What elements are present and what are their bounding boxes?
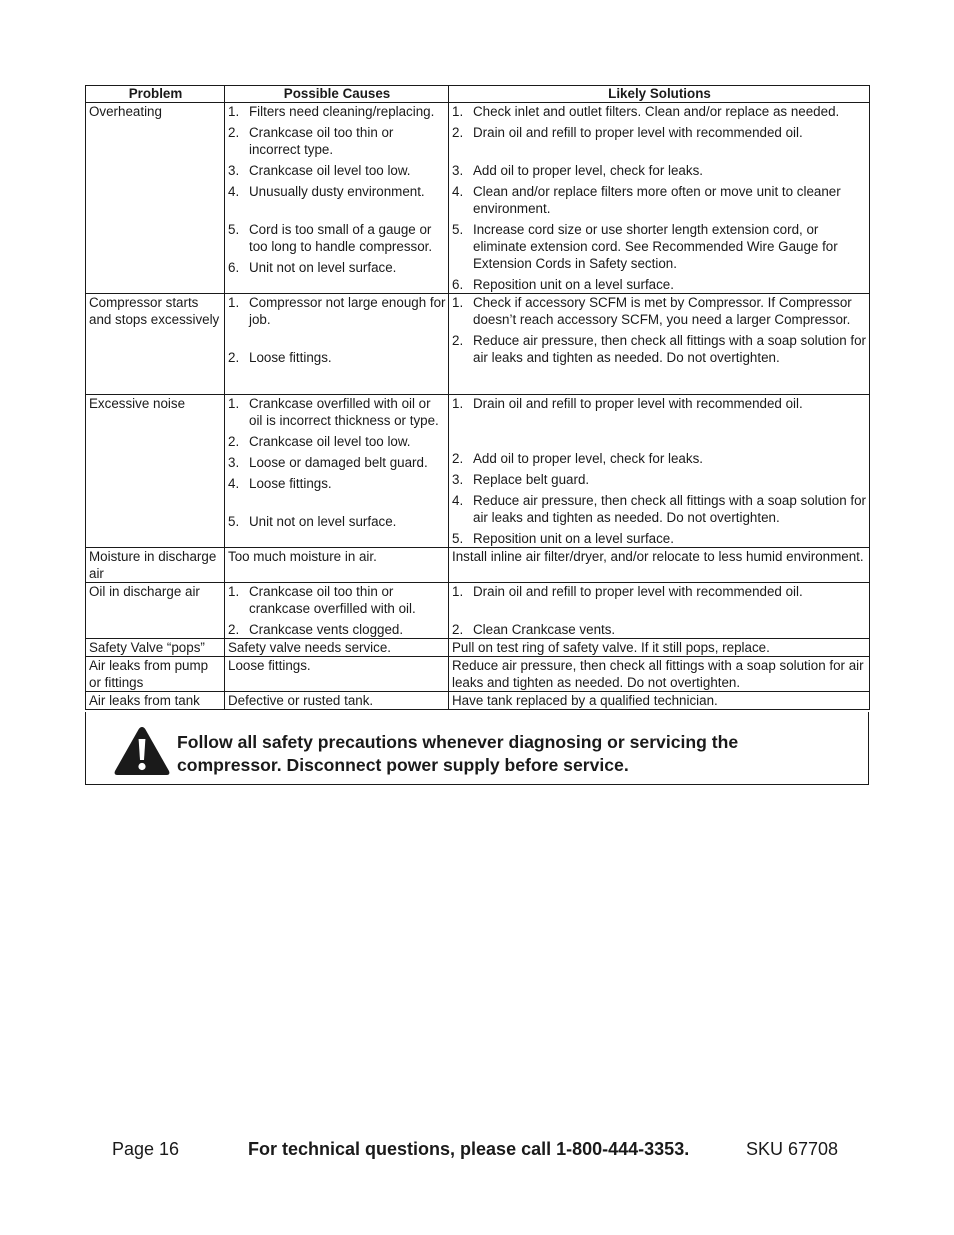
table-row [86,639,870,657]
solution-item-text: Drain oil and refill to proper level with recommended oil. [473,584,803,599]
solution-item-number: 1. [452,396,464,411]
solution-item [452,276,867,293]
solution-item-text: Clean and/or replace filters more often or move unit to cleaner environment. [473,184,841,216]
problem-cell: Air leaks from tank [86,692,225,710]
solution-item-text: Drain oil and refill to proper level with recommended oil. [473,125,803,140]
cause-item-number: 3. [228,455,240,470]
solution-item [452,332,867,366]
cause-item [228,583,446,617]
cause-item-text: Unit not on level surface. [249,514,397,529]
cause-item [228,433,446,450]
solution-item-text: Check if accessory SCFM is met by Compressor. If Compressor doesn’t reach accessory SCFM, you need a larger Compressor. [473,295,852,327]
table-row [86,692,870,710]
cause-item-number: 2. [228,350,240,365]
cause-item-number: 2. [228,434,240,449]
solutions-cell [449,395,870,548]
problem-cell: Air leaks from pump or fittings [86,657,225,692]
cause-item-text: Unusually dusty environment. [249,184,425,199]
cause-item [228,259,446,276]
cause-item-number: 2. [228,125,240,140]
cause-item-number: 5. [228,514,240,529]
solution-item-text: Clean Crankcase vents. [473,622,616,637]
solutions-list [452,583,867,638]
warning-message [177,731,857,777]
cause-item [228,221,446,255]
solution-item-text: Reduce air pressure, then check all fittings with a soap solution for air leaks and tighten as needed. Do not overtighten. [473,493,866,525]
cause-item [228,103,446,120]
solution-item-text: Reduce air pressure, then check all fittings with a soap solution for air leaks and tighten as needed. Do not overtighten. [473,333,866,365]
cause-item-text: Filters need cleaning/replacing. [249,104,435,119]
header-likely-solutions: Likely Solutions [449,86,870,103]
cause-item-number: 1. [228,584,240,599]
troubleshooting-table [85,85,870,710]
solution-item [452,471,867,488]
solutions-cell: Have tank replaced by a qualified technician. [449,692,870,710]
solution-item-text: Add oil to proper level, check for leaks. [473,451,703,466]
table-header-row [86,86,870,103]
cause-item-number: 1. [228,104,240,119]
causes-list [228,103,446,276]
cause-item [228,621,446,638]
safety-warning-box [85,712,869,785]
solutions-list [452,294,867,366]
solution-item [452,162,867,179]
cause-item [228,183,446,200]
causes-cell [225,294,449,395]
solution-item-text: Reposition unit on a level surface. [473,531,674,546]
solution-item-number: 2. [452,622,464,637]
cause-item-text: Loose or damaged belt guard. [249,455,428,470]
cause-item-number: 4. [228,476,240,491]
table-row [86,548,870,583]
solution-item [452,492,867,526]
cause-item-text: Cord is too small of a gauge or too long to handle compressor. [249,222,433,254]
solutions-cell [449,294,870,395]
cause-item-number: 3. [228,163,240,178]
problem-cell: Oil in discharge air [86,583,225,639]
solution-item [452,103,867,120]
solution-item-text: Replace belt guard. [473,472,590,487]
cause-item-number: 1. [228,396,240,411]
solutions-cell: Install inline air filter/dryer, and/or relocate to less humid environment. [449,548,870,583]
causes-list [228,294,446,366]
solution-item-number: 2. [452,125,464,140]
table-row [86,583,870,639]
table-row [86,657,870,692]
cause-item [228,475,446,492]
cause-item-number: 2. [228,622,240,637]
warning-line-1: Follow all safety precautions whenever diagnosing or servicing the [177,732,739,752]
causes-cell [225,395,449,548]
sku-number: SKU 67708 [746,1139,839,1159]
causes-list [228,395,446,530]
cause-item-text: Compressor not large enough for job. [249,295,446,327]
table-row [86,103,870,294]
warning-line-2: compressor. Disconnect power supply before service. [177,755,629,775]
cause-item-number: 4. [228,184,240,199]
cause-item-text: Loose fittings. [249,350,332,365]
cause-item [228,454,446,471]
solution-item-text: Check inlet and outlet filters. Clean and/or replace as needed. [473,104,840,119]
cause-item-text: Crankcase oil level too low. [249,163,411,178]
cause-item-text: Crankcase oil too thin or crankcase overfilled with oil. [249,584,416,616]
problem-cell: Moisture in discharge air [86,548,225,583]
cause-item [228,124,446,158]
cause-item [228,349,446,366]
solution-item-number: 4. [452,493,464,508]
cause-item-text: Loose fittings. [249,476,332,491]
causes-cell: Too much moisture in air. [225,548,449,583]
cause-item-text: Crankcase oil level too low. [249,434,411,449]
solution-item-text: Drain oil and refill to proper level with recommended oil. [473,396,803,411]
cause-item-number: 1. [228,295,240,310]
cause-item-text: Unit not on level surface. [249,260,397,275]
solution-item [452,124,867,141]
solution-item-text: Add oil to proper level, check for leaks. [473,163,703,178]
solution-item [452,221,867,272]
solution-item-number: 1. [452,295,464,310]
cause-item-number: 5. [228,222,240,237]
solution-item [452,395,867,412]
solution-item-number: 6. [452,277,464,292]
solutions-list [452,395,867,547]
solution-item-text: Increase cord size or use shorter length extension cord, or eliminate extension cord. See Recommended Wire Gauge for Extension Cords in Safety section. [473,222,838,271]
solution-item [452,621,867,638]
solution-item-text: Reposition unit on a level surface. [473,277,674,292]
solution-item-number: 4. [452,184,464,199]
problem-cell: Excessive noise [86,395,225,548]
solution-item-number: 3. [452,163,464,178]
solution-item [452,294,867,328]
solution-item-number: 1. [452,104,464,119]
cause-item-number: 6. [228,260,240,275]
table-row [86,395,870,548]
solution-item [452,583,867,600]
solution-item-number: 3. [452,472,464,487]
cause-item [228,294,446,328]
causes-cell [225,583,449,639]
solution-item [452,530,867,547]
solutions-cell: Pull on test ring of safety valve. If it still pops, replace. [449,639,870,657]
solutions-cell [449,583,870,639]
cause-item [228,513,446,530]
header-possible-causes: Possible Causes [225,86,449,103]
solutions-cell [449,103,870,294]
problem-cell: Compressor starts and stops excessively [86,294,225,395]
solution-item-number: 2. [452,333,464,348]
page-number: Page 16 [112,1139,180,1159]
problem-cell: Overheating [86,103,225,294]
causes-cell [225,103,449,294]
warning-triangle-icon [113,725,171,777]
solutions-cell: Reduce air pressure, then check all fittings with a soap solution for air leaks and tighten as needed. Do not overtighten. [449,657,870,692]
causes-cell: Loose fittings. [225,657,449,692]
cause-item [228,162,446,179]
causes-cell: Defective or rusted tank. [225,692,449,710]
cause-item-text: Crankcase vents clogged. [249,622,404,637]
cause-item-text: Crankcase overfilled with oil or oil is incorrect thickness or type. [249,396,439,428]
solution-item [452,450,867,467]
solution-item-number: 1. [452,584,464,599]
causes-list [228,583,446,638]
table-row [86,294,870,395]
causes-cell: Safety valve needs service. [225,639,449,657]
solution-item-number: 5. [452,222,464,237]
solution-item-number: 2. [452,451,464,466]
page-footer [0,1139,954,1163]
cause-item [228,395,446,429]
problem-cell: Safety Valve “pops” [86,639,225,657]
solutions-list [452,103,867,293]
solution-item [452,183,867,217]
support-phone-text: For technical questions, please call 1-800-444-3353. [248,1139,690,1159]
cause-item-text: Crankcase oil too thin or incorrect type. [249,125,394,157]
header-problem: Problem [86,86,225,103]
solution-item-number: 5. [452,531,464,546]
